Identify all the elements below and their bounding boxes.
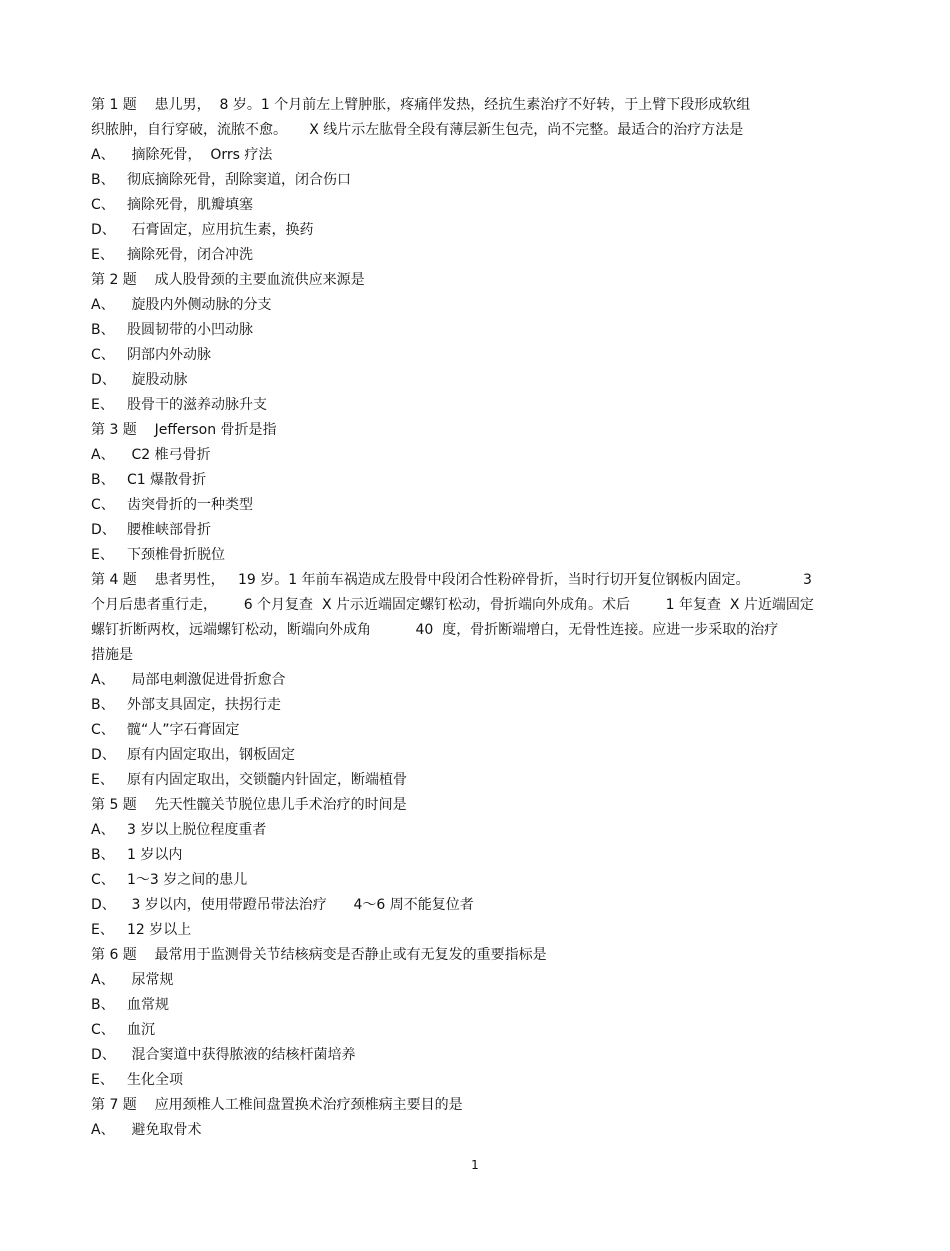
option-letter: C、 xyxy=(91,872,115,888)
option-letter: E、 xyxy=(91,772,114,788)
option-letter: B、 xyxy=(91,472,115,488)
option-text: 1 岁以内 xyxy=(127,847,183,863)
option-letter: D、 xyxy=(91,1047,116,1063)
option-text: 股骨干的滋养动脉升支 xyxy=(127,397,267,413)
option-text: 原有内固定取出，交锁髓内针固定，断端植骨 xyxy=(127,772,407,788)
option-d xyxy=(91,218,871,243)
option-letter: E、 xyxy=(91,922,114,938)
option-a xyxy=(91,143,871,168)
option-text: 腰椎峡部骨折 xyxy=(127,522,211,538)
option-text: 血沉 xyxy=(127,1022,155,1038)
option-e xyxy=(91,1068,871,1093)
option-c xyxy=(91,718,871,743)
question-stem-line: 第 3 题 Jefferson 骨折是指 xyxy=(91,422,277,438)
option-e xyxy=(91,543,871,568)
question-1 xyxy=(91,93,871,268)
option-letter: C、 xyxy=(91,1022,115,1038)
question-2 xyxy=(91,268,871,418)
option-text: 阴部内外动脉 xyxy=(127,347,211,363)
option-letter: A、 xyxy=(91,972,115,988)
option-text: 外部支具固定，扶拐行走 xyxy=(127,697,281,713)
question-stem-line: 第 7 题 应用颈椎人工椎间盘置换术治疗颈椎病主要目的是 xyxy=(91,1097,463,1113)
question-stem-line: 第 4 题 患者男性， 19 岁。1 年前车祸造成左股骨中段闭合性粉碎骨折，当时行切开复位钢板内固定。 3 xyxy=(91,572,812,588)
option-letter: A、 xyxy=(91,447,115,463)
question-stem-line: 第 6 题 最常用于监测骨关节结核病变是否静止或有无复发的重要指标是 xyxy=(91,947,547,963)
option-letter: E、 xyxy=(91,547,114,563)
option-letter: D、 xyxy=(91,522,116,538)
option-e xyxy=(91,393,871,418)
question-3 xyxy=(91,418,871,568)
option-b xyxy=(91,318,871,343)
option-text: 混合窦道中获得脓液的结核杆菌培养 xyxy=(127,1047,356,1063)
option-text: 生化全项 xyxy=(127,1072,183,1088)
option-letter: A、 xyxy=(91,297,115,313)
option-letter: B、 xyxy=(91,172,115,188)
option-text: 避免取骨术 xyxy=(127,1122,202,1138)
option-text: 股圆韧带的小凹动脉 xyxy=(127,322,253,338)
option-a xyxy=(91,968,871,993)
question-6 xyxy=(91,943,871,1093)
option-e xyxy=(91,918,871,943)
question-stem-line: 第 2 题 成人股骨颈的主要血流供应来源是 xyxy=(91,272,365,288)
option-letter: E、 xyxy=(91,1072,114,1088)
option-letter: A、 xyxy=(91,147,115,163)
option-text: 摘除死骨，闭合冲洗 xyxy=(127,247,253,263)
option-text: 齿突骨折的一种类型 xyxy=(127,497,253,513)
option-letter: B、 xyxy=(91,322,115,338)
option-letter: A、 xyxy=(91,1122,115,1138)
option-d xyxy=(91,368,871,393)
option-letter: B、 xyxy=(91,697,115,713)
question-stem-line: 第 1 题 患儿男， 8 岁。1 个月前左上臂肿胀，疼痛伴发热，经抗生素治疗不好转，于上臂下段形成软组 xyxy=(91,97,751,113)
option-letter: D、 xyxy=(91,222,116,238)
option-letter: C、 xyxy=(91,722,115,738)
option-letter: A、 xyxy=(91,672,115,688)
option-letter: B、 xyxy=(91,847,115,863)
option-a xyxy=(91,818,871,843)
option-d xyxy=(91,518,871,543)
option-letter: C、 xyxy=(91,197,115,213)
option-d xyxy=(91,743,871,768)
option-a xyxy=(91,293,871,318)
option-c xyxy=(91,193,871,218)
option-b xyxy=(91,993,871,1018)
option-e xyxy=(91,243,871,268)
option-text: C2 椎弓骨折 xyxy=(127,447,211,463)
question-5 xyxy=(91,793,871,943)
option-text: 彻底摘除死骨，刮除窦道，闭合伤口 xyxy=(127,172,351,188)
question-stem-line: 螺钉折断两枚，远端螺钉松动，断端向外成角 40 度，骨折断端增白，无骨性连接。应进一步采取的治疗 xyxy=(91,622,779,638)
option-text: 原有内固定取出，钢板固定 xyxy=(127,747,295,763)
option-d xyxy=(91,1043,871,1068)
option-text: 局部电刺激促进骨折愈合 xyxy=(127,672,286,688)
question-list xyxy=(91,93,871,1143)
option-text: C1 爆散骨折 xyxy=(127,472,207,488)
option-text: 血常规 xyxy=(127,997,169,1013)
option-text: 尿常规 xyxy=(127,972,174,988)
option-a xyxy=(91,1118,871,1143)
question-stem-line: 措施是 xyxy=(91,647,133,663)
option-text: 摘除死骨，肌瓣填塞 xyxy=(127,197,253,213)
option-letter: A、 xyxy=(91,822,115,838)
question-stem-line: 第 5 题 先天性髋关节脱位患儿手术治疗的时间是 xyxy=(91,797,407,813)
option-letter: C、 xyxy=(91,497,115,513)
page-number: 1 xyxy=(471,1158,479,1172)
option-c xyxy=(91,1018,871,1043)
option-a xyxy=(91,668,871,693)
option-text: 髋“人”字石膏固定 xyxy=(127,722,240,738)
option-letter: D、 xyxy=(91,372,116,388)
question-4 xyxy=(91,568,871,793)
option-text: 12 岁以上 xyxy=(127,922,192,938)
option-c xyxy=(91,493,871,518)
option-a xyxy=(91,443,871,468)
question-stem-line: 个月后患者重行走， 6 个月复查 X 片示近端固定螺钉松动，骨折端向外成角。术后 1 年复查 X 片近端固定 xyxy=(91,597,814,613)
option-b xyxy=(91,843,871,868)
option-d xyxy=(91,893,871,918)
option-text: 3 岁以内，使用带蹬吊带法治疗 4～6 周不能复位者 xyxy=(127,897,474,913)
question-stem-line: 织脓肿，自行穿破，流脓不愈。 X 线片示左肱骨全段有薄层新生包壳，尚不完整。最适合的治疗方法是 xyxy=(91,122,744,138)
option-letter: E、 xyxy=(91,397,114,413)
option-letter: E、 xyxy=(91,247,114,263)
option-b xyxy=(91,468,871,493)
option-c xyxy=(91,868,871,893)
option-text: 石膏固定，应用抗生素，换药 xyxy=(127,222,314,238)
option-letter: D、 xyxy=(91,747,116,763)
option-text: 旋股动脉 xyxy=(127,372,188,388)
option-letter: D、 xyxy=(91,897,116,913)
option-b xyxy=(91,168,871,193)
question-7 xyxy=(91,1093,871,1143)
option-c xyxy=(91,343,871,368)
option-b xyxy=(91,693,871,718)
option-text: 下颈椎骨折脱位 xyxy=(127,547,225,563)
option-text: 旋股内外侧动脉的分支 xyxy=(127,297,272,313)
option-letter: B、 xyxy=(91,997,115,1013)
option-text: 1～3 岁之间的患儿 xyxy=(127,872,248,888)
option-letter: C、 xyxy=(91,347,115,363)
option-text: 3 岁以上脱位程度重者 xyxy=(127,822,267,838)
option-e xyxy=(91,768,871,793)
option-text: 摘除死骨， Orrs 疗法 xyxy=(127,147,273,163)
